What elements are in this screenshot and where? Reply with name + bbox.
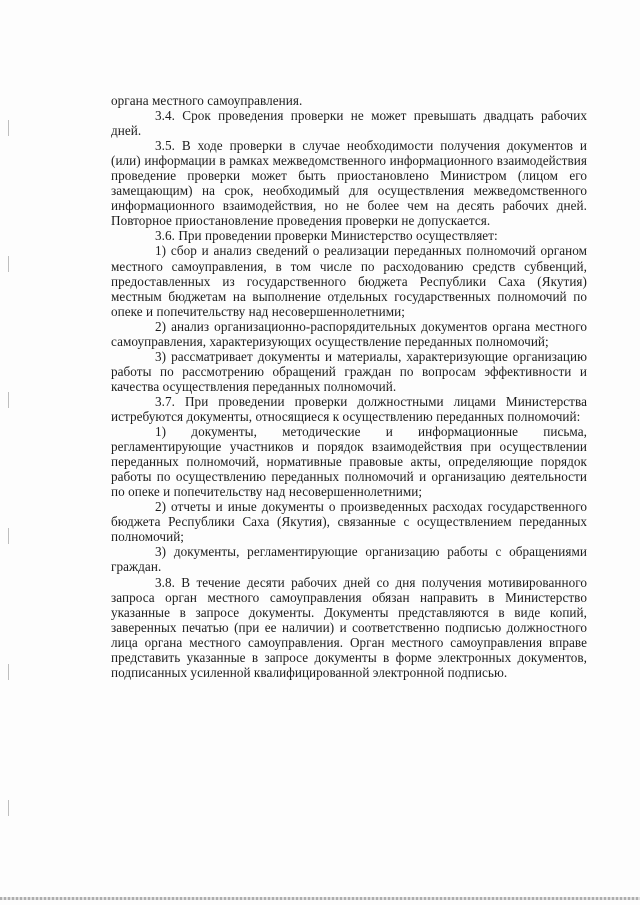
- paragraph-3-7-item-2: 2) отчеты и иные документы о произведенных расходах государственного бюджета Республики Саха (Якутия), связанные с осуществлением переданных полномочий;: [111, 499, 587, 545]
- scan-edge-left: [8, 0, 9, 905]
- scan-edge-bottom: [0, 897, 640, 900]
- document-body: [111, 93, 587, 680]
- paragraph-3-8: 3.8. В течение десяти рабочих дней со дня получения мотивированного запроса орган местного самоуправления обязан направить в Министерство указанные в запросе документы. Документы представляются в виде копий, заверенных печатью (при ее наличии) и соответственно подписью должностного лица органа местного самоуправления. Орган местного самоуправления вправе представить указанные в запросе документы в форме электронных документов, подписанных усиленной квалифицированной электронной подписью.: [111, 574, 587, 680]
- paragraph-3-6-item-2: 2) анализ организационно-распорядительных документов органа местного самоуправления, характеризующих осуществление переданных полномочий;: [111, 318, 587, 349]
- paragraph-3-6-item-1: 1) сбор и анализ сведений о реализации переданных полномочий органом местного самоуправления, в том числе по расходованию средств субвенций, предоставленных из государственного бюджета Республики Саха (Якутия) местным бюджетам на выполнение отдельных государственных полномочий по опеке и попечительству над несовершеннолетними;: [111, 243, 587, 319]
- paragraph-3-7-item-3: 3) документы, регламентирующие организацию работы с обращениями граждан.: [111, 544, 587, 575]
- paragraph-3-7-item-1: 1) документы, методические и информационные письма, регламентирующие участников и порядок взаимодействия при осуществлении переданных полномочий, нормативные правовые акты, определяющие порядок работы по осуществлению переданных полномочий и организацию деятельности по опеке и попечительству над несовершеннолетними;: [111, 424, 587, 500]
- paragraph-continuation: органа местного самоуправления.: [111, 93, 303, 108]
- paragraph-3-6-item-3: 3) рассматривает документы и материалы, характеризующие организацию работы по рассмотрению обращений граждан по вопросам эффективности и качества осуществления переданных полномочий.: [111, 348, 587, 394]
- paragraph-3-5: 3.5. В ходе проверки в случае необходимости получения документов и (или) информации в рамках межведомственного информационного взаимодействия проведение проверки может быть приостановлено Министром (лицом его замещающим) на срок, необходимый для осуществления межведомственного информационного взаимодействия, но не более чем на десять рабочих дней. Повторное приостановление проведения проверки не допускается.: [111, 138, 587, 229]
- paragraph-3-7: 3.7. При проведении проверки должностными лицами Министерства истребуются документы, относящиеся к осуществлению переданных полномочий:: [111, 393, 587, 424]
- paragraph-3-6: 3.6. При проведении проверки Министерство осуществляет:: [155, 228, 498, 244]
- paragraph-3-4: 3.4. Срок проведения проверки не может превышать двадцать рабочих дней.: [111, 108, 587, 139]
